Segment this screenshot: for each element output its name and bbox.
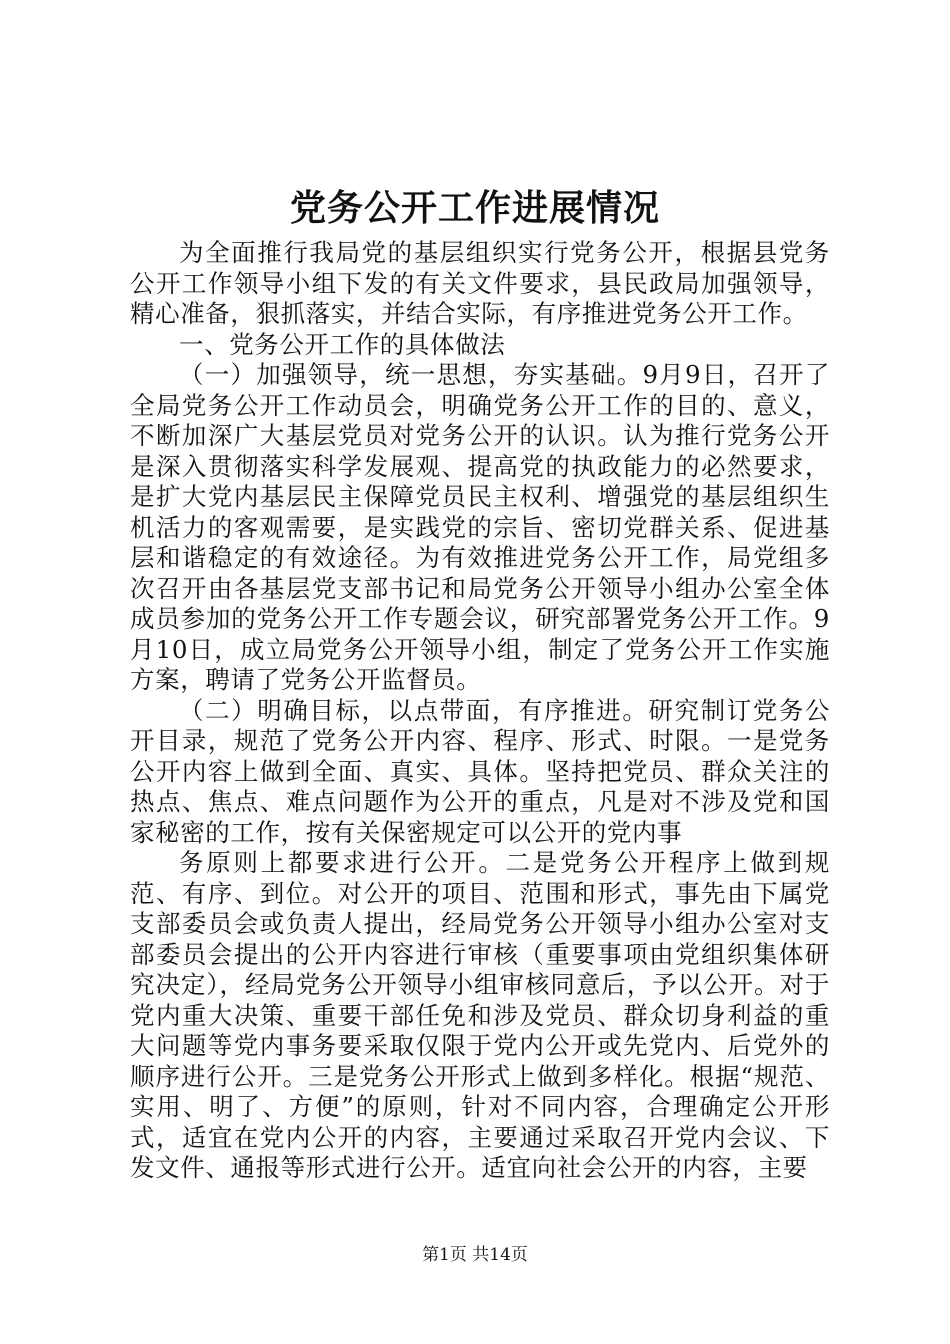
paragraph-strengthen-leadership: （一）加强领导，统一思想，夯实基础。9月9日，召开了全局党务公开工作动员会，明确党务公开工作的目的、意义，不断加深广大基层党员对党务公开的认识。认为推行党务公开是深入贯彻落实科学发展观、提高党的执政能力的必然要求，是扩大党内基层民主保障党员民主权利、增强党的基层组织生机活力的客观需要，是实践党的宗旨、密切党群关系、促进基层和谐稳定的有效途径。为有效推进党务公开工作，局党组多次召开由各基层党支部书记和局党务公开领导小组办公室全体成员参加的党务公开工作专题会议，研究部署党务公开工作。9月10日，成立局党务公开领导小组，制定了党务公开工作实施方案，聘请了党务公开监督员。 bbox=[130, 360, 830, 694]
section-heading: 一、党务公开工作的具体做法 bbox=[179, 329, 506, 359]
document-title: 党务公开工作进展情况 bbox=[289, 187, 660, 229]
page-number-footer: 第1页 共14页 bbox=[422, 1245, 528, 1265]
paragraph-continued: 务原则上都要求进行公开。二是党务公开程序上做到规范、有序、到位。对公开的项目、范围和形式，事先由下属党支部委员会或负责人提出，经局党务公开领导小组办公室对支部委员会提出的公开内容进行审核（重要事项由党组织集体研究决定），经局党务公开领导小组审核同意后，予以公开。对于党内重大决策、重要干部任免和涉及党员、群众切身利益的重大问题等党内事务要采取仅限于党内公开或先党内、后党外的顺序进行公开。三是党务公开形式上做到多样化。根据“规范、实用、明了、方便”的原则，针对不同内容，合理确定公开形式，适宜在党内公开的内容，主要通过采取召开党内会议、下发文件、通报等形式进行公开。适宜向社会公开的内容，主要 bbox=[130, 848, 830, 1182]
paragraph-clear-goals: （二）明确目标，以点带面，有序推进。研究制订党务公开目录，规范了党务公开内容、程序、形式、时限。一是党务公开内容上做到全面、真实、具体。坚持把党员、群众关注的热点、焦点、难点问题作为公开的重点，凡是对不涉及党和国家秘密的工作，按有关保密规定可以公开的党内事 bbox=[130, 695, 830, 847]
document-body bbox=[130, 238, 830, 1184]
intro-paragraph: 为全面推行我局党的基层组织实行党务公开，根据县党务公开工作领导小组下发的有关文件要求，县民政局加强领导，精心准备，狠抓落实，并结合实际，有序推进党务公开工作。 bbox=[130, 238, 830, 328]
